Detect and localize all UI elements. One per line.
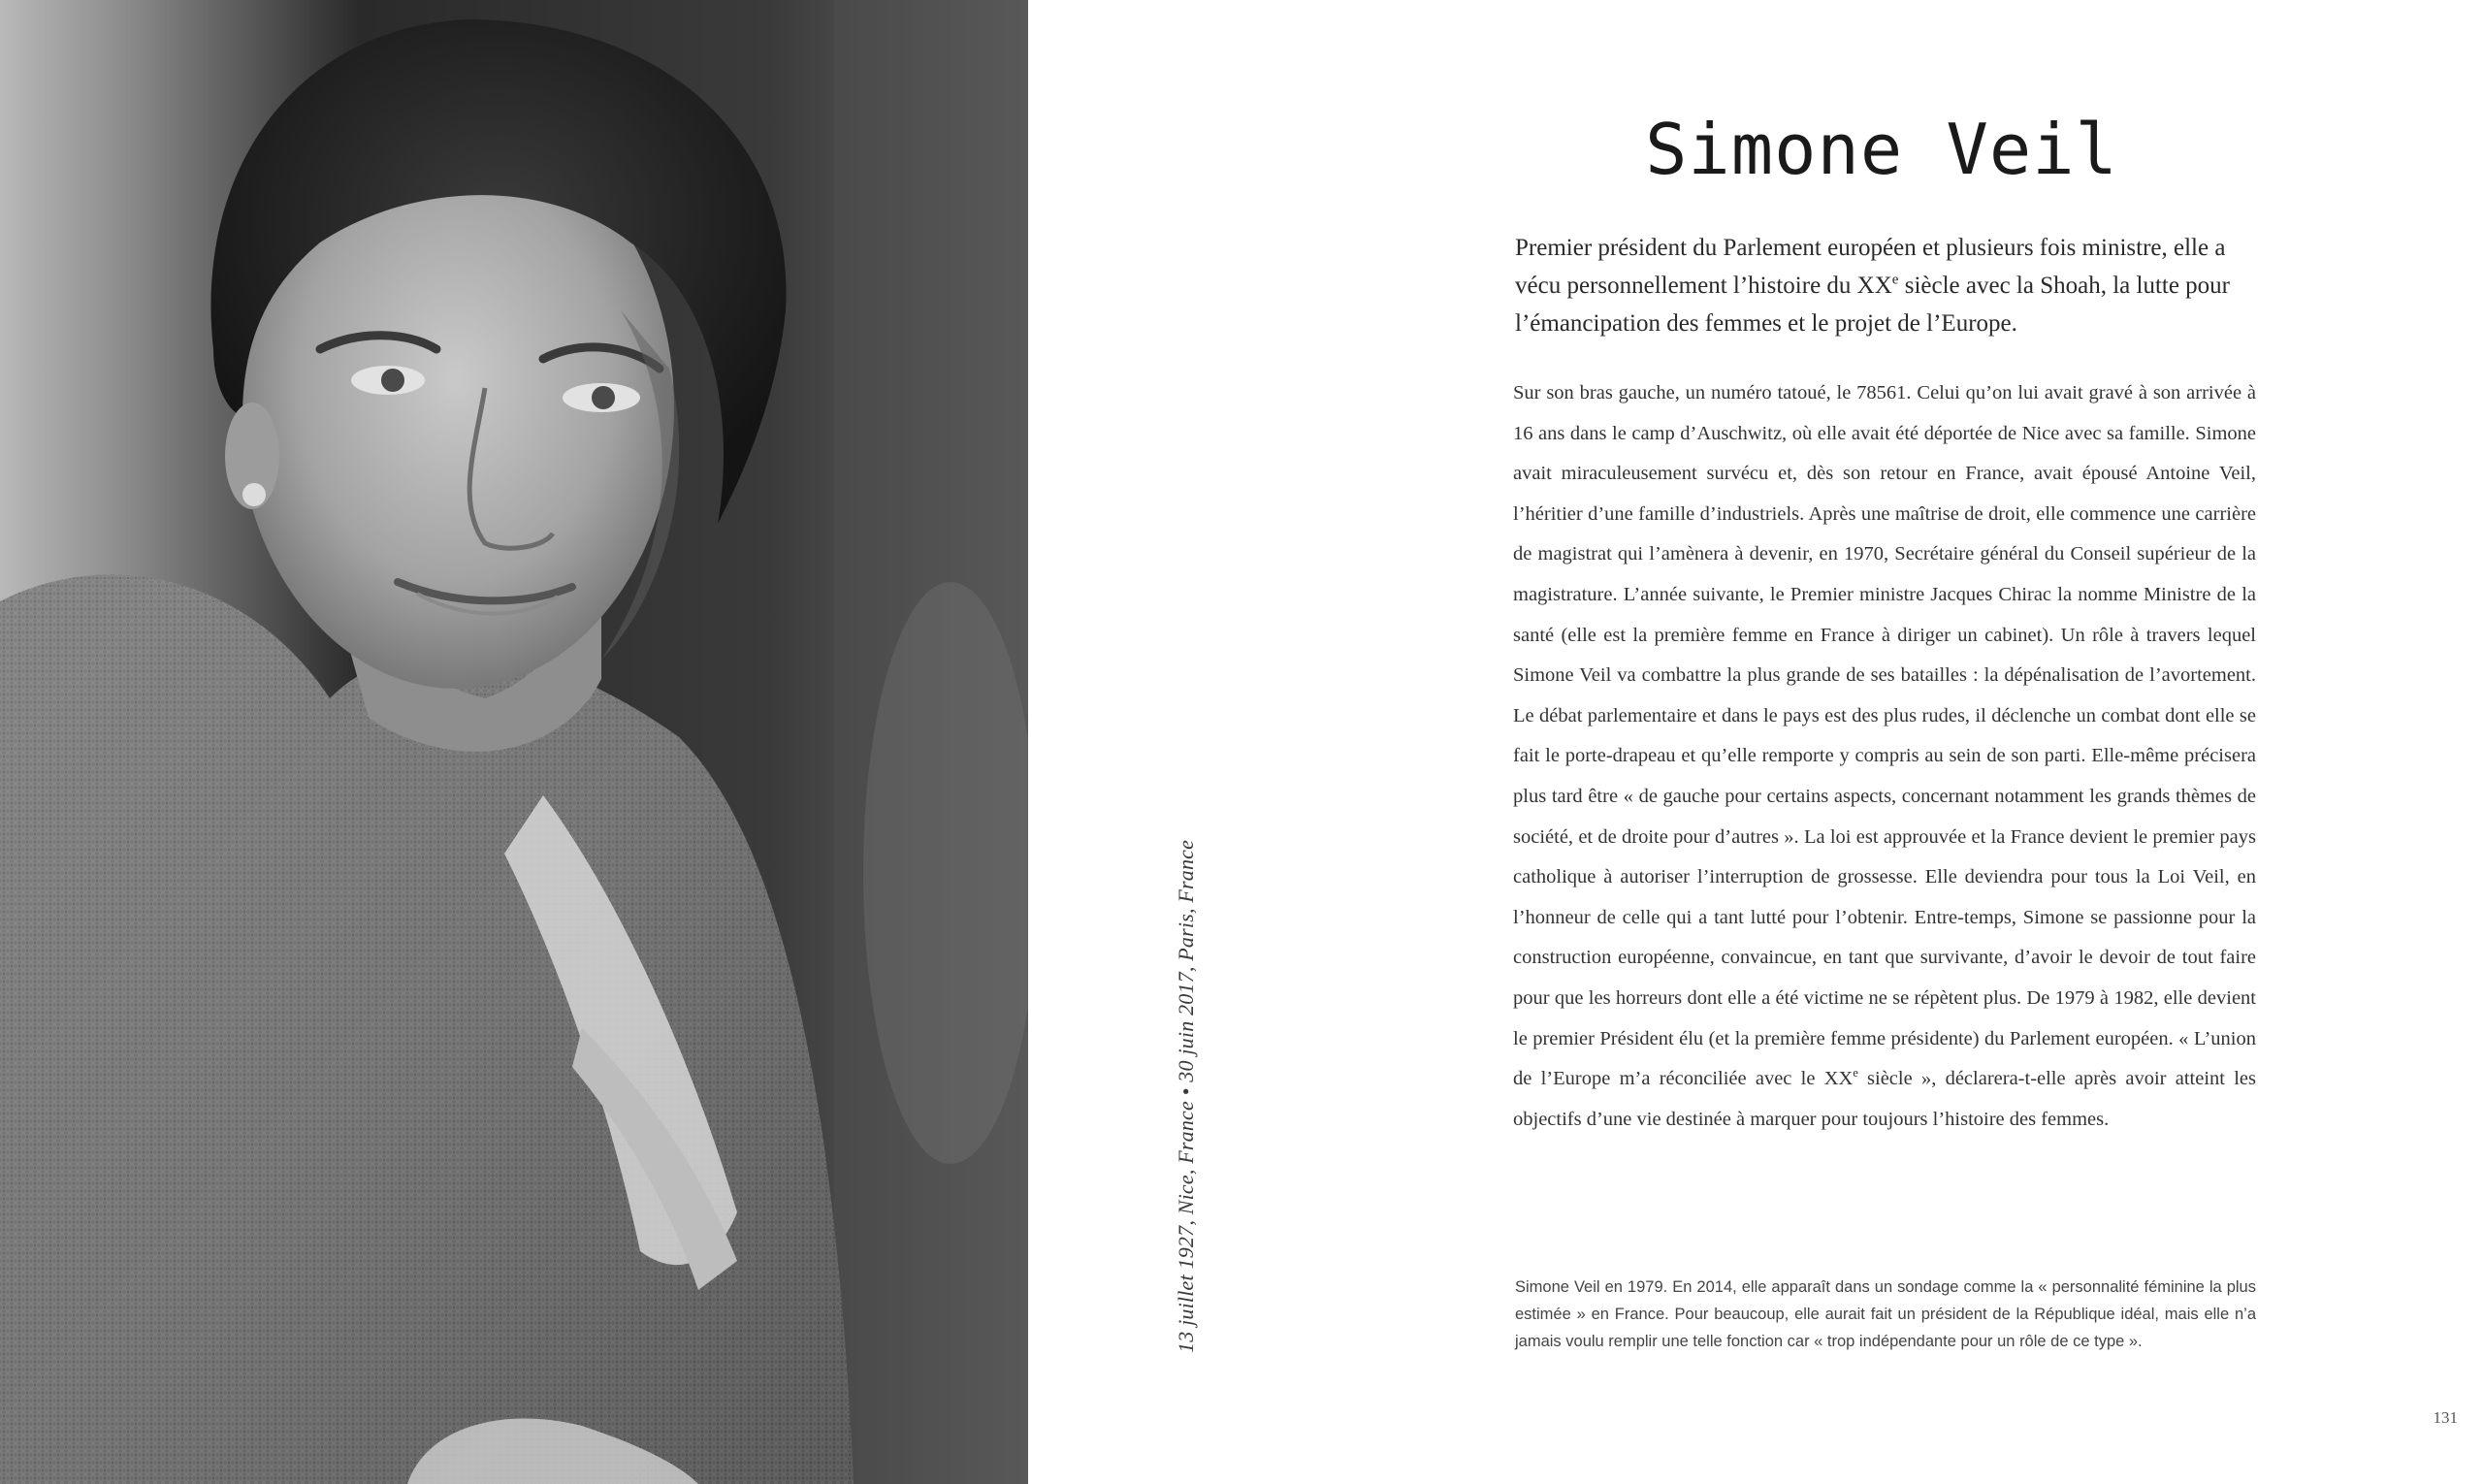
portrait-photo (0, 0, 1028, 1484)
portrait-image (0, 0, 1028, 1484)
birth-death-dates: 13 juillet 1927, Nice, France • 30 juin 2017, Paris, France (1174, 839, 1198, 1353)
lead-paragraph (1515, 229, 2272, 342)
body-text-after: siècle », déclarera-t-elle après avoir atteint les objectifs d’une vie destinée à marquer pour toujours l’histoire des femmes. (1513, 1068, 2256, 1130)
lead-superscript: e (1891, 272, 1899, 288)
body-superscript: e (1853, 1066, 1858, 1081)
lead-text-after: siècle avec la Shoah, la lutte pour l’émancipation des femmes et le projet de l’Europe. (1515, 273, 2231, 337)
photo-caption: Simone Veil en 1979. En 2014, elle apparaît dans un sondage comme la « personnalité féminine la plus estimée » en France. Pour beaucoup, elle aurait fait un président de la République idéal, mais elle n’a jamais voulu remplir une telle fonction car « trop indépendante pour un rôle de ce type ». (1515, 1278, 2256, 1350)
page-number: 131 (2433, 1408, 2458, 1427)
page-title: Simone Veil (1645, 109, 2118, 190)
lead-text-before: Premier président du Parlement européen et plusieurs fois ministre, elle a vécu personnellement l’histoire du XX (1515, 235, 2226, 299)
body-paragraph (1513, 373, 2256, 1140)
body-text-before: Sur son bras gauche, un numéro tatoué, le 78561. Celui qu’on lui avait gravé à son arrivée à 16 ans dans le camp d’Auschwitz, où elle avait été déportée de Nice avec sa famille. Simone avait miraculeusement survécu et, dès son retour en France, avait épousé Antoine Veil, l’héritier d’une famille d’industriels. Après une maîtrise de droit, elle commence une carrière de magistrat qui l’amènera à devenir, en 1970, Secrétaire général du Conseil supérieur de la magistrature. L’année suivante, le Premier ministre Jacques Chirac la nomme Ministre de la santé (elle est la première femme en France à diriger un cabinet). Un rôle à travers lequel Simone Veil va combattre la plus grande de ses batailles : la dépénalisation de l’avortement. Le débat parlementaire et dans le pays est des plus rudes, il déclenche un combat dont elle se fait le porte-drapeau et qu’elle remporte y compris au sein de son parti. Elle-même précisera plus tard être « de gauche pour certains aspects, concernant notamment les grands thèmes de société, et de droite pour d’autres ». La loi est approuvée et la France devient le premier pays catholique à autoriser l’interruption de grossesse. Elle deviendra pour tous la Loi Veil, en l’honneur de celle qui a tant lutté pour l’obtenir. Entre-temps, Simone se passionne pour la construction européenne, convaincue, en tant que survivante, d’avoir le devoir de tout faire pour que les horreurs dont elle a été victime ne se répètent plus. De 1979 à 1982, elle devient le premier Président élu (et la première femme présidente) du Parlement européen. « L’union de l’Europe m’a réconciliée avec le XX (1513, 382, 2256, 1090)
